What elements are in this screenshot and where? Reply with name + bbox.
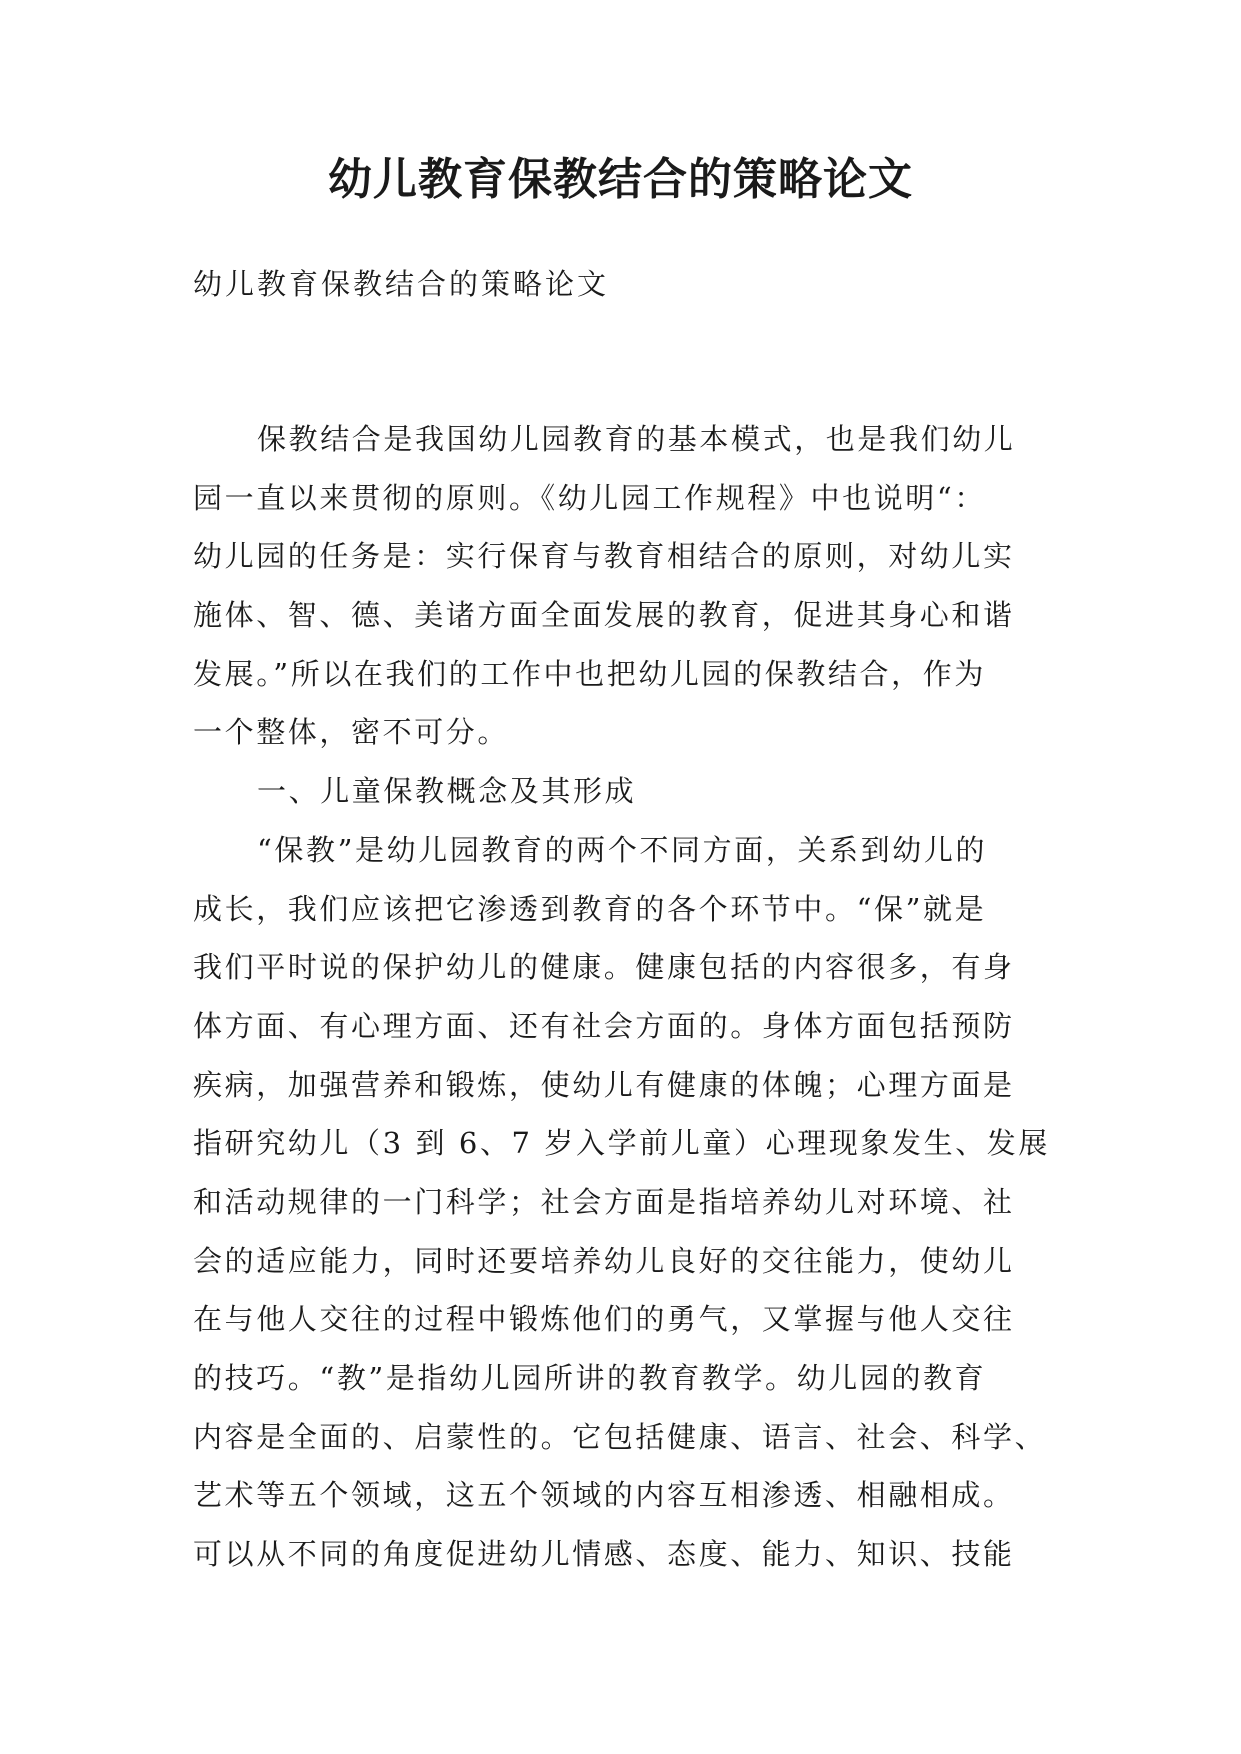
document-title: 幼儿教育保教结合的策略论文 <box>328 154 913 205</box>
body-line: 园一直以来贯彻的原则。《幼儿园工作规程》中也说明“： <box>193 480 986 515</box>
body-line: 一个整体，密不可分。 <box>193 715 510 750</box>
body-line: 内容是全面的、启蒙性的。它包括健康、语言、社会、科学、 <box>193 1419 1047 1454</box>
body-line: 疾病，加强营养和锻炼，使幼儿有健康的体魄；心理方面是 <box>193 1067 1015 1102</box>
body-line: 会的适应能力，同时还要培养幼儿良好的交往能力，使幼儿 <box>193 1243 1015 1278</box>
body-line: 的技巧。“教”是指幼儿园所讲的教育教学。幼儿园的教育 <box>193 1361 987 1395</box>
body-line: 我们平时说的保护幼儿的健康。健康包括的内容很多，有身 <box>193 950 1015 985</box>
body-line: “保教”是幼儿园教育的两个不同方面，关系到幼儿的 <box>257 832 988 867</box>
body-line: 成长，我们应该把它渗透到教育的各个环节中。“保”就是 <box>193 891 987 926</box>
body-line: 在与他人交往的过程中锻炼他们的勇气，又掌握与他人交往 <box>193 1302 1015 1337</box>
document-body <box>193 410 1053 1584</box>
body-line: 可以从不同的角度促进幼儿情感、态度、能力、知识、技能 <box>193 1537 1015 1572</box>
body-line: 保教结合是我国幼儿园教育的基本模式，也是我们幼儿 <box>257 422 1016 456</box>
body-line: 和活动规律的一门科学；社会方面是指培养幼儿对环境、社 <box>193 1184 1015 1219</box>
body-line: 体方面、有心理方面、还有社会方面的。身体方面包括预防 <box>193 1008 1015 1043</box>
body-line: 指研究幼儿（3 到 6、7 岁入学前儿童）心理现象发生、发展 <box>193 1126 1051 1161</box>
section-heading: 一、儿童保教概念及其形成 <box>257 774 637 809</box>
body-line: 施体、智、德、美诸方面全面发展的教育，促进其身心和谐 <box>193 598 1015 633</box>
body-line: 艺术等五个领域，这五个领域的内容互相渗透、相融相成。 <box>193 1478 1015 1513</box>
document-subtitle: 幼儿教育保教结合的策略论文 <box>193 267 610 301</box>
body-line: 幼儿园的任务是：实行保育与教育相结合的原则，对幼儿实 <box>193 539 1015 574</box>
body-line: 发展。”所以在我们的工作中也把幼儿园的保教结合，作为 <box>193 656 986 691</box>
